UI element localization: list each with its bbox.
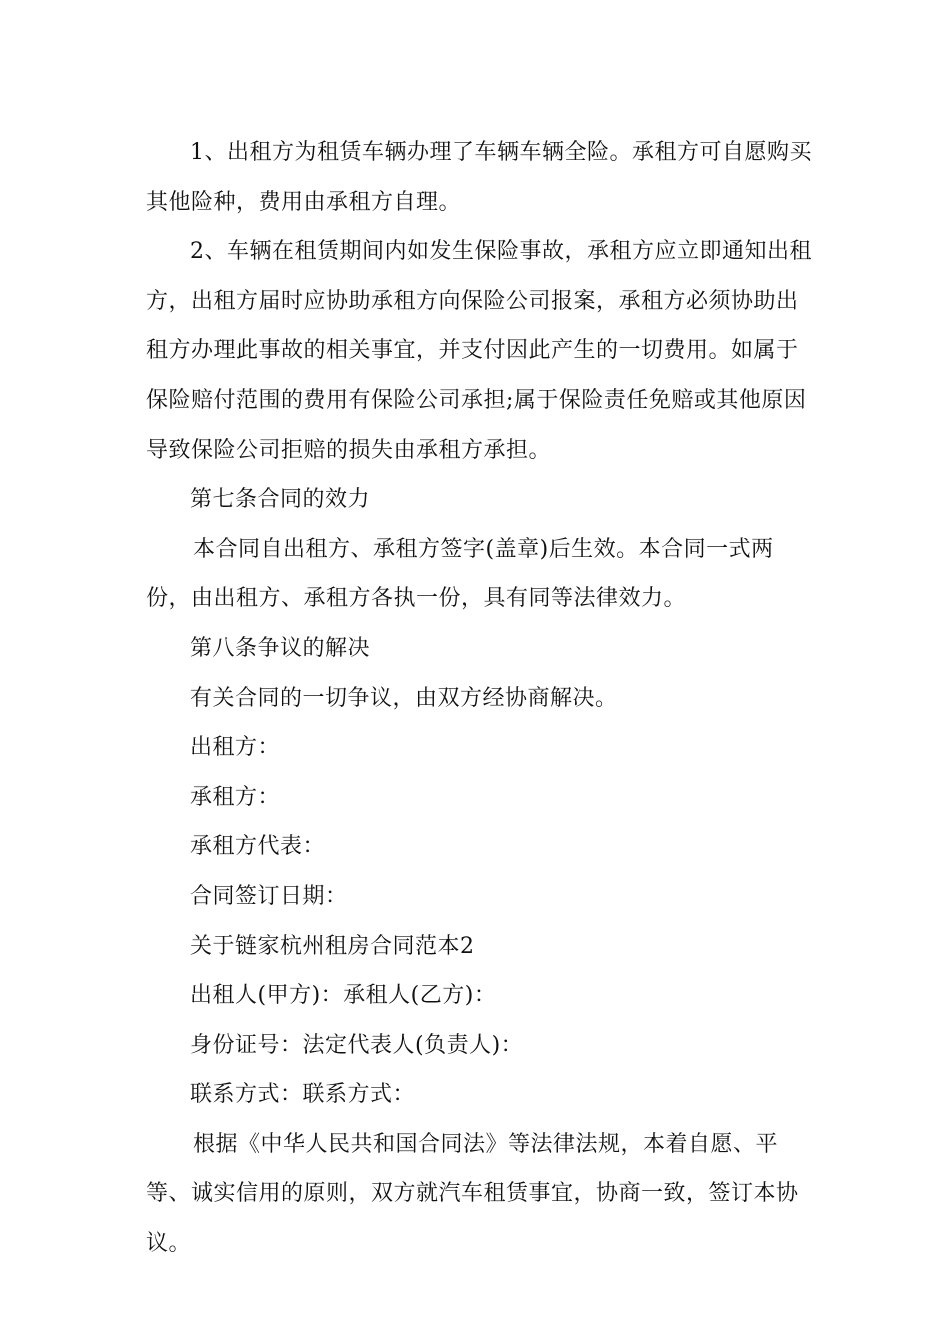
lessee-representative-label: 承租方代表： — [190, 834, 326, 860]
legal-basis-paragraph: 根据《中华人民共和国合同法》等法律法规，本着自愿、平等、诚实信用的原则，双方就汽车租赁事宜，协商一致，签订本协议。 — [146, 1131, 799, 1257]
identity-line: 身份证号：法定代表人(负责人)： — [190, 1032, 524, 1058]
article-7-heading: 第七条合同的效力 — [190, 487, 371, 513]
insurance-clause-1: 1、出租方为租赁车辆办理了车辆车辆全险。承租方可自愿购买其他险种，费用由承租方自理。 — [146, 140, 812, 215]
lessor-signature-label: 出租方： — [190, 735, 281, 761]
document-body — [146, 128, 816, 1269]
signing-date-label: 合同签订日期： — [190, 883, 348, 909]
lessee-signature-label: 承租方： — [190, 784, 281, 810]
parties-line: 出租人(甲方)：承租人(乙方)： — [190, 983, 497, 1009]
contact-line: 联系方式：联系方式： — [190, 1082, 416, 1108]
insurance-clause-2: 2、车辆在租赁期间内如发生保险事故，承租方应立即通知出租方，出租方届时应协助承租方向保险公司报案，承租方必须协助出租方办理此事故的相关事宜，并支付因此产生的一切费用。如属于保险赔付范围的费用有保险公司承担;属于保险责任免赔或其他原因导致保险公司拒赔的损失由承租方承担。 — [146, 239, 812, 463]
contract-template-title: 关于链家杭州租房合同范本2 — [190, 933, 475, 959]
article-7-text: 本合同自出租方、承租方签字(盖章)后生效。本合同一式两份，由出租方、承租方各执一份，具有同等法律效力。 — [146, 536, 774, 612]
article-8-text: 有关合同的一切争议，由双方经协商解决。 — [190, 685, 618, 711]
article-8-heading: 第八条争议的解决 — [190, 635, 371, 661]
